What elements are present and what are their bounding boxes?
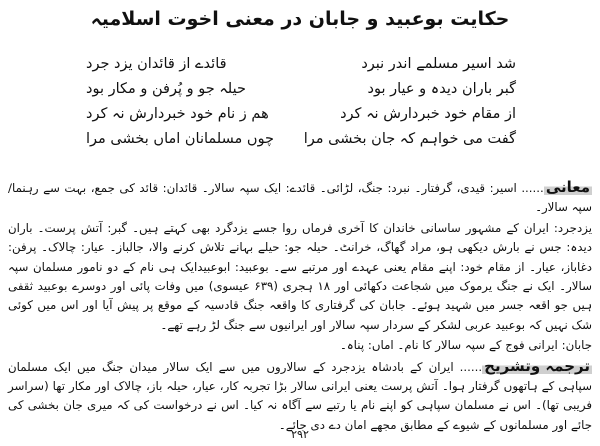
explanation-heading: ترجمہ وتشریح — [484, 356, 591, 375]
verse-left-hemistich: هم ز نام خود خبردارش نہ کرد — [86, 106, 269, 122]
verse-right-hemistich: شد اسیر مسلمے اندر نبرد — [361, 56, 516, 72]
page-title: حکایت بوعبید و جابان در معنی اخوت اسلامیہ — [90, 8, 510, 30]
explanation-text: ایران کے بادشاہ یزدجرد کے سالاروں میں سے ایک سالار میدان جنگ میں ایک مسلمان سپاہی کے ہاتھوں گرفتار ہوا۔ آتش پرست یعنی ایرانی سالار بڑا تجربہ کار، عیار، حیلہ باز، چالاک اور مکار تھا (سراسر فریبی تھا)۔ اس نے مسلمان سپاہی کو اپنے نام یا رتبے سے آگاہ نہ کیا۔ اس نے درخواست کی کہ میری جان بخشی کی جائے اور مسلمانوں کے شیوے کے مطابق مجھے امان دے دی جائے۔ — [8, 359, 592, 432]
glossary-line: یزدجرد: ایران کے مشہور ساسانی خاندان کا آخری فرماں روا جسے یزدگرد بھی کہتے ہیں۔ گبر: آتش پرست۔ باران دیدہ: جس نے بارش دیکھی ہو، مراد گھاگ، خرانٹ۔ حیلہ جو: حیلے بہانے تلاش کرنے والا، جالباز۔ عیار: چالاک۔ پرفن: دغاباز، عیار۔ از مقام خود: اپنے مقام یعنی عہدے اور مرتبے سے۔ بوعبید: ابوعبیدایک ہی نام کے دو نامور مسلمان سپہ سالار۔ ایک نے جنگ یرموک میں شجاعت دکھائی اور ۱۸ ہجری (۶۳۹ عیسوی) میں وفات پائی اور دوسرے بوعبید ثقفی ہیں جو اقعہ جسر میں شہید ہوئے۔ جابان کی گرفتاری کا واقعہ جنگ قادسیہ کے موقع پر پیش آیا اور اس میں کوئی شک نہیں کہ بوعبید عربی لشکر کے سردار سپہ سالار اور ایرانیوں سے جنگ لڑ رہے تھے۔ — [8, 220, 592, 332]
glossary-paragraph — [8, 178, 592, 218]
verse-right-hemistich: گبر باران دیدہ و عیار بود — [367, 81, 516, 97]
poem-verse — [86, 102, 516, 127]
verse-right-hemistich: گفت می خواہم کہ جان بخشی مرا — [303, 131, 516, 147]
glossary-heading: معانی — [545, 178, 591, 196]
glossary-line: اسیر: قیدی، گرفتار۔ نبرد: جنگ، لڑائی۔ قائدے: ایک سپہ سالار۔ قائدان: قائد کی جمع، بہت سے رہنما/سپہ سالار۔ — [8, 181, 592, 215]
verse-right-hemistich: از مقام خود خبردارش نہ کرد — [340, 106, 516, 122]
glossary-paragraph — [8, 336, 592, 355]
commentary-section — [8, 178, 592, 436]
verse-left-hemistich: چوں مسلمانان اماں بخشی مرا — [86, 131, 275, 147]
poem-block — [0, 52, 600, 176]
poem-verse — [86, 77, 516, 102]
page-number: ۲۹۲ — [291, 428, 309, 441]
verse-left-hemistich: حیلہ جو و پُرفن و مکار بود — [86, 81, 246, 97]
explanation-paragraph — [8, 357, 592, 436]
glossary-dots: ...... — [521, 181, 544, 195]
poem-verse — [86, 127, 516, 152]
poem-verse — [86, 52, 516, 77]
explanation-dots: ...... — [459, 359, 483, 374]
verse-left-hemistich: قائدے از قائدان یزد جرد — [86, 56, 227, 72]
glossary-line: جابان: ایرانی فوج کے سپہ سالار کا نام۔ اماں: پناہ۔ — [339, 338, 592, 353]
glossary-paragraph — [8, 219, 592, 335]
